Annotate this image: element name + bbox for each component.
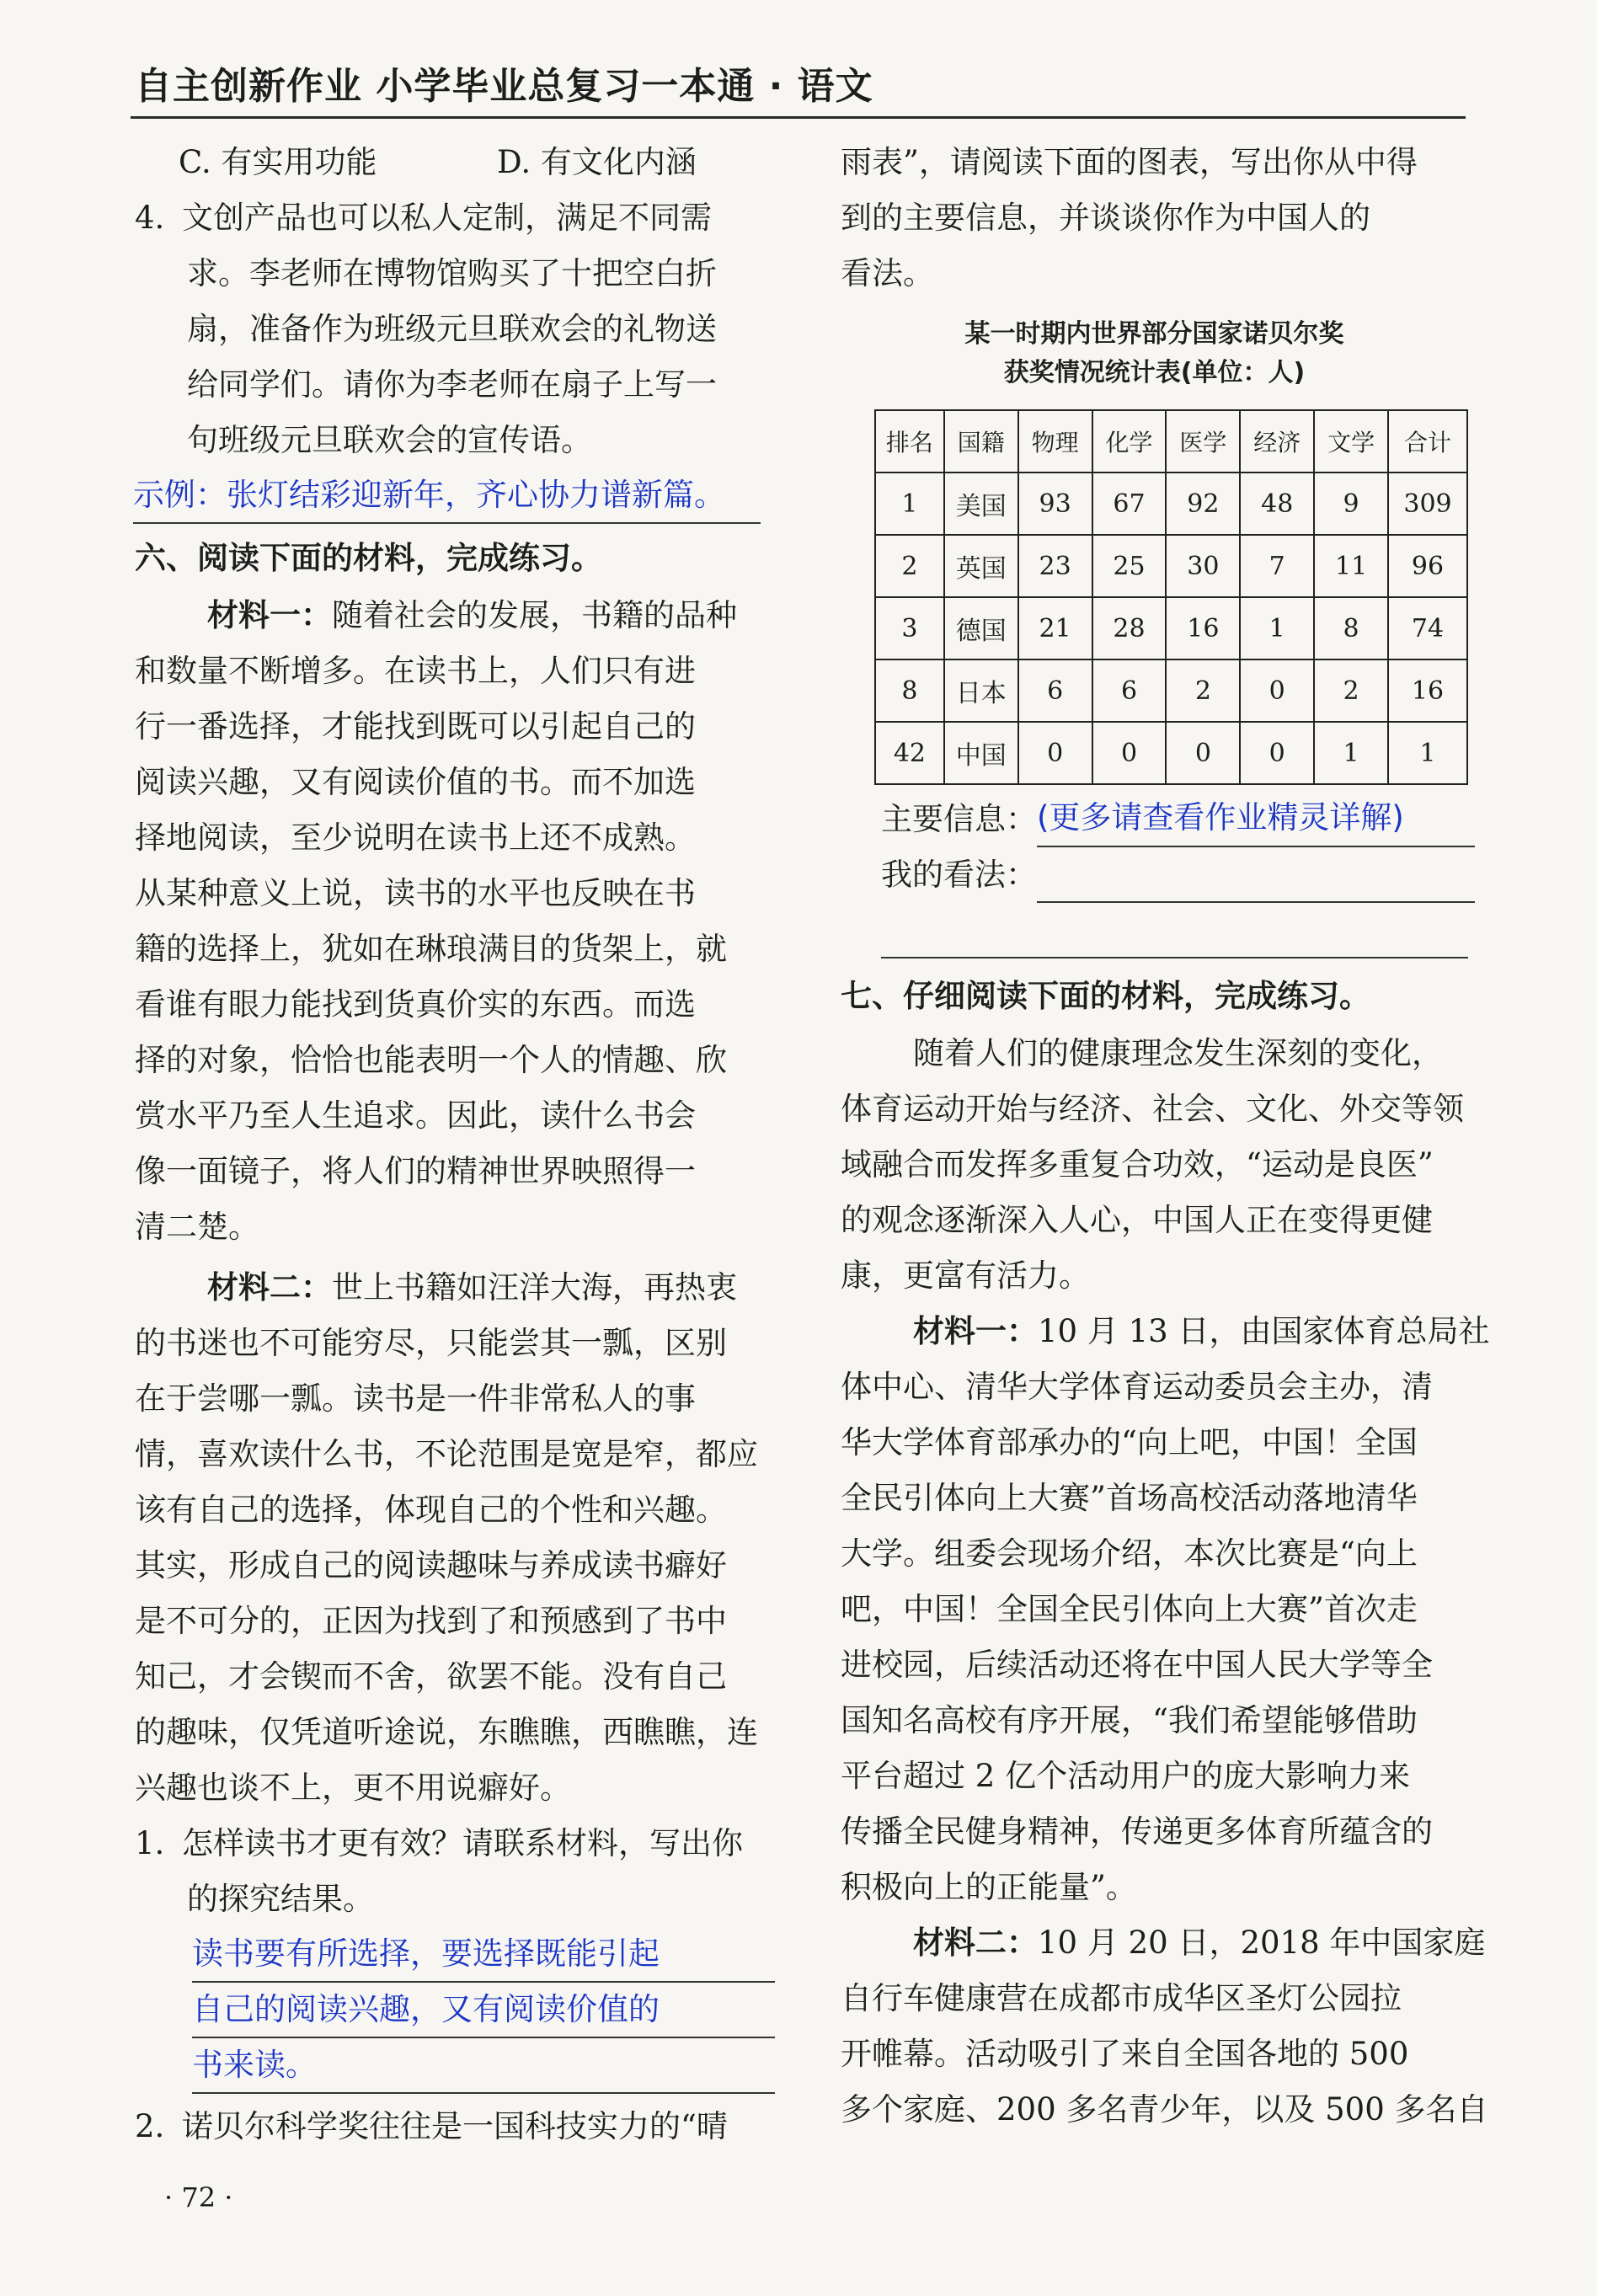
opinion-row: [841, 847, 1468, 903]
material-2-line: 知己，才会锲而不舍，欲罢不能。没有自己: [135, 1658, 727, 1695]
table-cell: 21: [1018, 597, 1092, 659]
q4-line: 扇，准备作为班级元旦联欢会的礼物送: [187, 311, 717, 347]
intro-line: 体育运动开始与经济、社会、文化、外交等领: [841, 1091, 1464, 1127]
s7-material-1-line: 积极向上的正能量”。: [841, 1869, 1137, 1905]
table-cell: 2: [875, 535, 944, 597]
material-1-line: 像一面镜子，将人们的精神世界映照得一: [135, 1153, 696, 1189]
q1-line: 的探究结果。: [187, 1881, 374, 1917]
material-1-line: 清二楚。: [135, 1209, 259, 1245]
table-cell: 67: [1092, 473, 1167, 535]
material-2-label: 材料二：: [207, 1269, 332, 1306]
table-cell: 1: [1314, 722, 1388, 784]
table-row: [875, 659, 1467, 722]
table-cell: 92: [1166, 473, 1240, 535]
s7-material-1-line: 大学。组委会现场介绍，本次比赛是“向上: [841, 1535, 1418, 1572]
material-1-label: 材料一：: [207, 597, 332, 633]
table-cell: 美国: [944, 473, 1018, 535]
material-2-line: 该有自己的选择，体现自己的个性和兴趣。: [135, 1492, 727, 1528]
table-header-row: [875, 410, 1467, 473]
material-1-line: 从某种意义上说，读书的水平也反映在书: [135, 875, 696, 911]
material-1-line: 择的对象，恰恰也能表明一个人的情趣、欣: [135, 1042, 727, 1078]
q4-line: 句班级元旦联欢会的宣传语。: [187, 422, 592, 458]
table-cell: 7: [1240, 535, 1314, 597]
table-cell: 中国: [944, 722, 1018, 784]
table-cell: 9: [1314, 473, 1388, 535]
intro-line: 随着人们的健康理念发生深刻的变化，: [913, 1035, 1443, 1071]
table-row: [875, 473, 1467, 535]
q4-line: 给同学们。请你为李老师在扇子上写一: [187, 366, 717, 403]
table-header: 文学: [1314, 410, 1388, 473]
table-cell: 16: [1166, 597, 1240, 659]
section-7-title: 七、仔细阅读下面的材料，完成练习。: [841, 978, 1370, 1014]
table-cell: 0: [1092, 722, 1167, 784]
table-header: 物理: [1018, 410, 1092, 473]
table-cell: 309: [1388, 473, 1467, 535]
section-6-title: 六、阅读下面的材料，完成练习。: [135, 540, 602, 576]
table-cell: 16: [1388, 659, 1467, 722]
table-cell: 0: [1240, 659, 1314, 722]
opinion-blank-line[interactable]: [881, 903, 1468, 958]
s7-material-1-line: 传播全民健身精神，传递更多体育所蕴含的: [841, 1813, 1433, 1850]
options-row: [135, 135, 775, 190]
q2-continued: 看法。: [841, 255, 934, 291]
q1-line: 怎样读书才更有效？请联系材料，写出你: [182, 1825, 743, 1861]
material-2: [135, 1260, 775, 1816]
book-title: 自主创新作业 小学毕业总复习一本通 · 语文: [135, 65, 873, 108]
table-cell: 0: [1240, 722, 1314, 784]
question-2: [135, 2099, 775, 2155]
table-cell: 96: [1388, 535, 1467, 597]
right-column: [841, 135, 1490, 2138]
material-1-line: 行一番选择，才能找到既可以引起自己的: [135, 708, 696, 745]
table-title: 获奖情况统计表(单位：人): [1003, 358, 1306, 387]
main-info-label: 主要信息：: [881, 801, 1037, 837]
material-1-line: 和数量不断增多。在读书上，人们只有进: [135, 653, 696, 689]
s7-material-2-line: 自行车健康营在成都市成华区圣灯公园拉: [841, 1980, 1402, 2016]
option-c: C. 有实用功能: [179, 144, 377, 180]
s7-material-2-line: 多个家庭、200 多名青少年，以及 500 多名自: [841, 2091, 1488, 2128]
table-row: [875, 535, 1467, 597]
table-cell: 48: [1240, 473, 1314, 535]
question-1: [135, 1816, 775, 2094]
table-header: 排名: [875, 410, 944, 473]
material-1-line: 随着社会的发展，书籍的品种: [332, 597, 737, 633]
table-row: [875, 722, 1467, 784]
material-2-line: 世上书籍如汪洋大海，再热衷: [332, 1269, 737, 1306]
section-7-intro: [841, 1026, 1468, 1304]
q4-line: 求。李老师在博物馆购买了十把空白折: [187, 255, 717, 291]
q1-answer-line: 自己的阅读兴趣，又有阅读价值的: [192, 1983, 775, 2038]
s7-material-1-line: 全民引体向上大赛”首场高校活动落地清华: [841, 1480, 1418, 1516]
q1-answer: [192, 1927, 775, 2094]
table-cell: 德国: [944, 597, 1018, 659]
material-2-line: 是不可分的，正因为找到了和预感到了书中: [135, 1603, 727, 1639]
s7-material-1-line: 华大学体育部承办的“向上吧，中国！全国: [841, 1424, 1418, 1460]
table-cell: 6: [1092, 659, 1167, 722]
s7-material-2-label: 材料二：: [913, 1925, 1038, 1961]
s7-material-2-line: 开帷幕。活动吸引了来自全国各地的 500: [841, 2036, 1409, 2072]
intro-line: 域融合而发挥多重复合功效，“运动是良医”: [841, 1146, 1434, 1183]
table-cell: 日本: [944, 659, 1018, 722]
q1-answer-line: 读书要有所选择，要选择既能引起: [192, 1927, 775, 1983]
material-1-line: 赏水平乃至人生追求。因此，读什么书会: [135, 1097, 696, 1134]
q4-line: 文创产品也可以私人定制，满足不同需: [182, 200, 712, 236]
material-2-line: 的趣味，仅凭道听途说，东瞧瞧，西瞧瞧，连: [135, 1714, 758, 1750]
table-title: 某一时期内世界部分国家诺贝尔奖: [964, 319, 1344, 349]
table-header: 医学: [1166, 410, 1240, 473]
q1-answer-line: 书来读。: [192, 2038, 775, 2094]
material-2-line: 其实，形成自己的阅读趣味与养成读书癖好: [135, 1547, 727, 1583]
q4-number: 4.: [135, 200, 165, 236]
material-2-line: 兴趣也谈不上，更不用说癖好。: [135, 1770, 571, 1806]
table-cell: 8: [1314, 597, 1388, 659]
s7-material-1-line: 体中心、清华大学体育运动委员会主办，清: [841, 1369, 1433, 1405]
table-header: 经济: [1240, 410, 1314, 473]
s7-material-2-line: 10 月 20 日，2018 年中国家庭: [1038, 1925, 1486, 1961]
table-cell: 3: [875, 597, 944, 659]
q2-line: 诺贝尔科学奖往往是一国科技实力的“晴: [182, 2108, 728, 2144]
table-cell: 28: [1092, 597, 1167, 659]
material-2-line: 在于尝哪一瓢。读书是一件非常私人的事: [135, 1380, 696, 1417]
s7-material-1-line: 10 月 13 日，由国家体育总局社: [1038, 1313, 1490, 1349]
page-number: · 72 ·: [164, 2181, 233, 2213]
table-cell: 2: [1166, 659, 1240, 722]
s7-material-1-line: 吧，中国！全国全民引体向上大赛”首次走: [841, 1591, 1418, 1627]
table-header: 国籍: [944, 410, 1018, 473]
s7-material-2: [841, 1915, 1488, 2138]
q2-number: 2.: [135, 2108, 165, 2144]
option-d: D. 有文化内涵: [497, 144, 697, 180]
s7-material-1: [841, 1304, 1490, 1915]
table-header: 合计: [1388, 410, 1467, 473]
table-cell: 30: [1166, 535, 1240, 597]
main-info-row: [841, 790, 1468, 847]
material-1-line: 看谁有眼力能找到货真价实的东西。而选: [135, 986, 696, 1023]
table-cell: 1: [875, 473, 944, 535]
table-row: [875, 597, 1467, 659]
page-header: [131, 51, 1466, 119]
opinion-blank[interactable]: [1037, 859, 1475, 903]
opinion-label: 我的看法：: [881, 857, 1037, 893]
table-cell: 11: [1314, 535, 1388, 597]
table-cell: 0: [1166, 722, 1240, 784]
q1-number: 1.: [135, 1825, 165, 1861]
q2-continued: 到的主要信息，并谈谈你作为中国人的: [841, 200, 1370, 236]
table-cell: 6: [1018, 659, 1092, 722]
s7-material-1-line: 进校园，后续活动还将在中国人民大学等全: [841, 1647, 1433, 1683]
intro-line: 的观念逐渐深入人心，中国人正在变得更健: [841, 1202, 1433, 1238]
main-info-answer[interactable]: (更多请查看作业精灵详解): [1037, 790, 1475, 847]
table-cell: 0: [1018, 722, 1092, 784]
table-cell: 42: [875, 722, 944, 784]
nobel-table: [874, 409, 1468, 785]
table-cell: 1: [1240, 597, 1314, 659]
material-1-line: 择地阅读，至少说明在读书上还不成熟。: [135, 820, 696, 856]
intro-line: 康，更富有活力。: [841, 1257, 1090, 1294]
table-cell: 英国: [944, 535, 1018, 597]
table-cell: 93: [1018, 473, 1092, 535]
q2-continued: 雨表”，请阅读下面的图表，写出你从中得: [841, 144, 1418, 180]
s7-material-1-line: 国知名高校有序开展，“我们希望能够借助: [841, 1702, 1418, 1738]
table-header: 化学: [1092, 410, 1167, 473]
nobel-table-block: [841, 315, 1468, 785]
table-cell: 25: [1092, 535, 1167, 597]
material-1-line: 籍的选择上，犹如在琳琅满目的货架上，就: [135, 931, 727, 967]
table-cell: 8: [875, 659, 944, 722]
q4-answer: 示例：张灯结彩迎新年，齐心协力谱新篇。: [133, 468, 761, 524]
s7-material-1-label: 材料一：: [913, 1313, 1038, 1349]
left-column: [135, 135, 775, 2155]
material-1-line: 阅读兴趣，又有阅读价值的书。而不加选: [135, 764, 696, 800]
table-cell: 1: [1388, 722, 1467, 784]
table-cell: 23: [1018, 535, 1092, 597]
material-2-line: 情，喜欢读什么书，不论范围是宽是窄，都应: [135, 1436, 758, 1472]
s7-material-1-line: 平台超过 2 亿个活动用户的庞大影响力来: [841, 1758, 1411, 1794]
table-cell: 2: [1314, 659, 1388, 722]
material-1: [135, 588, 775, 1255]
table-cell: 74: [1388, 597, 1467, 659]
material-2-line: 的书迷也不可能穷尽，只能尝其一瓢，区别: [135, 1325, 727, 1361]
question-4: [135, 190, 775, 524]
